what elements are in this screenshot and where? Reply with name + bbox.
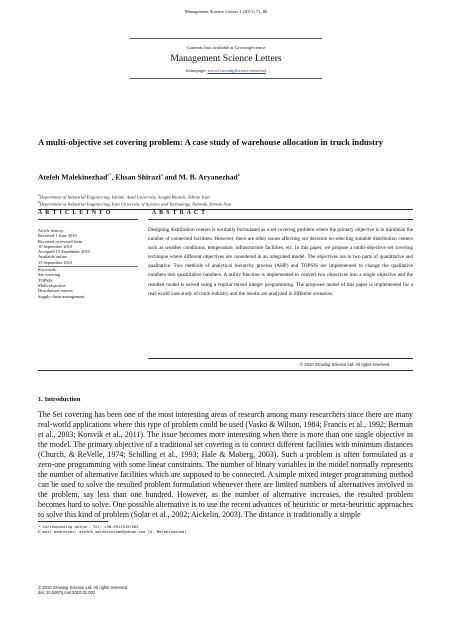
author-name: Ehsan Shirazi [115,172,161,182]
author-sup: b [237,172,240,177]
abstract-bottom-rule [38,370,413,371]
homepage-line [0,68,452,73]
article-info [38,228,138,299]
keyword: Multi-objective [38,282,66,288]
footnote-line: * Corresponding author. Tel: +98-09125157265 [38,524,139,529]
running-header: Management Science Letters 1 (2011) 71–80 [184,9,268,14]
aff-sup: a [38,193,40,197]
paper-title: A multi-objective set covering problem: A case study of warehouse allocation in truck industry [38,137,384,147]
top-rule [130,38,322,39]
keyword: Distribution centers [38,288,73,294]
keyword: Set covering [38,272,61,278]
footnote-rule [38,521,108,522]
homepage-link[interactable]: www.GrowingScience.com/msl [207,68,266,73]
abstract-text: Designing distribution centers is normally formulated as a set covering problem where the primary objective is to minimize the number of connected facilities. However, there are other issues affecting our decision on selecting suitable distribution centers such as weather conditions, temperature, infrastructure facilities, etc. In this paper, we propose a multi-objective set covering technique where different objectives are considered in an integrated model. The objectives are in two parts of quantitative and qualitative. Two methods of analytical hierarchy process (AHP) and TOPSIS are implemented to change the qualitative numbers into quantitative numbers. A utility function is implemented to convert two objectives into a single objective and the resulted model is solved using a regular mixed integer programming. The proposed model of this paper is implemented for a real-world case study of truck-industry and the results are analyzed in different scenarios. [148,227,413,297]
aff-sup: b [38,200,40,204]
footer-line: © 2010 Growing Science Ltd. All rights reserved. [38,585,129,590]
history-item: Received in revised form [38,238,83,244]
abstract-heading: A B S T R A C T [152,210,206,216]
history-item: 10 September 2010 [38,243,73,249]
intro-text: The Set covering has been one of the most interesting areas of research among many researchers since there are many real-world applications where this type of problem could be used (Vasko & Wilson, 1984; Francis et al., 1992; Berman et al., 2003; Korsvik et al., 2011). The issue becomes more interesting when there is more than one single objective in the model. The primary objective of a traditional set covering is to connect different facilities with minimum distances (Church, & ReVelle, 1974; Schilling et al., 1993; Hale & Moberg, 2003). Such a problem is often formulated as a zero-one programming with some linear constraints. The number of binary variables in the model normally represents the number of alternative facilities which are supposed to be connected. A simple mixed integer programming method can be used to solve the resulted problem formulation whenever there are limited numbers of alternatives involved in the problem, say less than one hundred. However, as the number of alternative increases, the resulted problem becomes hard to solve. One possible alternative is to use the recent advances of heuristic or meta-heuristic approaches to solve this kind of problem (Solar et al., 2002; Aickelin, 2003). The distance is traditionally a simple [38,410,413,519]
history-item: 15 September 2010 [38,259,73,265]
author-name: Atefeh Malekinezhad [38,172,108,182]
aff-text: Department of Industrial Engineering, Iran University of Science and Technology, Narmak, Tehran Iran [39,201,232,207]
author-sup: a* [107,172,112,177]
aff-text: Department of Industrial Engineering, Islamic Azad University, Sought Branch, Tehran Iran [39,194,210,200]
contents-line: Contents lists available at GrowingScience [186,45,266,50]
article-info-heading: A R T I C L E I N F O [38,210,112,216]
history-label: Article history: [38,228,65,233]
footer-line: doi: 10.5267/j.msl.2010.01.002 [38,590,96,596]
author-list [38,172,240,182]
abstract-rule [148,219,413,220]
author-sup: a [160,172,163,177]
abstract-copyright: © 2010 Growing Science Ltd. All rights reserved. [300,362,391,367]
footnote [38,524,187,534]
author-name: M. B. Aryanezhad [178,172,238,182]
page-footer [38,585,128,596]
author-sep: and [162,172,179,182]
abstract-end-rule [148,358,413,359]
footnote-line: E-mail addresses: atefeh_malekinezhad@yahoo.com (A. Malekinezhad) [38,529,187,534]
keyword: Supply chain management [38,293,85,299]
journal-name: Management Science Letters [170,53,282,64]
keyword: TOPSIS [38,277,53,283]
history-item: Accepted 15 September 2010 [38,249,90,255]
affiliation [38,200,231,207]
history-item: Available online [38,254,67,260]
info-rule [38,219,138,220]
bottom-rule [130,78,322,79]
keywords-label: Keywords: [38,267,57,273]
history-item: Received 1 June 2010 [38,233,77,239]
homepage-label: homepage: [186,68,208,73]
section-heading: 1. Introduction [38,396,81,403]
affiliation [38,193,210,200]
author-sep: , [111,172,116,182]
